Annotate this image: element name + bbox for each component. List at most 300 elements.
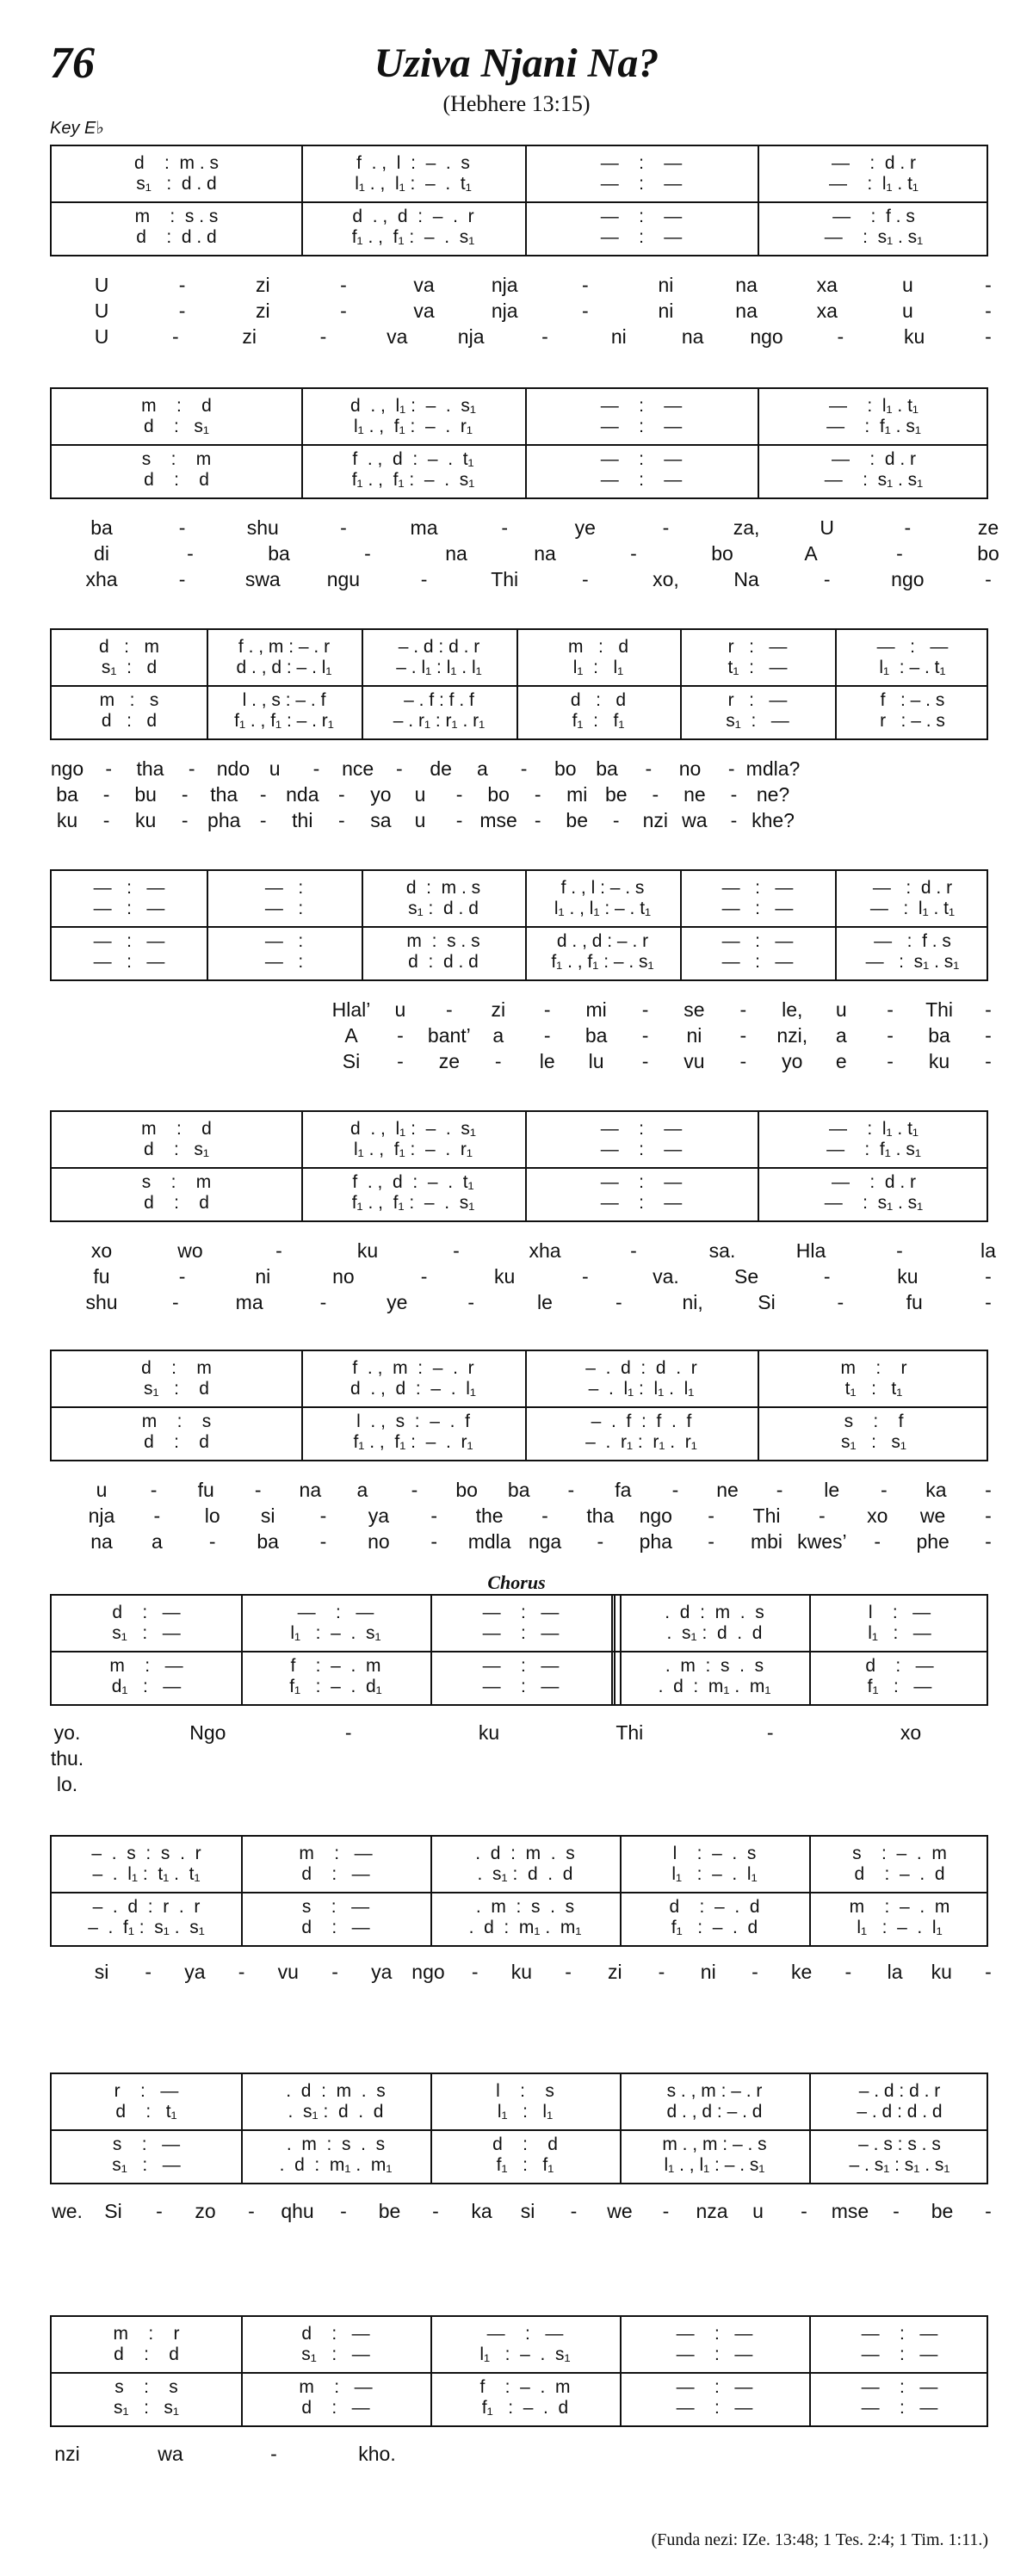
lyric-hyphen: - (340, 274, 347, 296)
lyric-syllable: shu (246, 516, 279, 539)
solfa-note-group: — : — (600, 396, 683, 416)
lyric-syllable: u (901, 300, 913, 322)
bar-line (207, 871, 208, 979)
lyric-hyphen: - (471, 1961, 479, 1983)
solfa-note-group: — : — (600, 207, 683, 226)
lyric-syllable: u (269, 757, 281, 780)
solfa-note-group: f₁ : – . d₁ (289, 1677, 382, 1696)
lyric-syllable: u (414, 809, 426, 831)
lyric-syllable: Se (734, 1265, 759, 1288)
solfa-note-group: m : – . m (849, 1897, 950, 1917)
lyric-hyphen: - (776, 1479, 783, 1501)
lyric-syllable: ni (255, 1265, 271, 1288)
solfa-note-group: – . l₁ : l₁ . l₁ (396, 658, 482, 677)
bar-line (430, 2317, 432, 2425)
lyric-hyphen: - (837, 325, 844, 348)
solfa-note-group: . d : m₁ . m₁ (468, 1918, 582, 1937)
solfa-note-group: — : — (861, 2344, 938, 2364)
solfa-note-group: d : — (301, 2324, 370, 2344)
staff-divider (52, 1167, 987, 1169)
solfa-note-group: . s₁ : d . d (666, 1623, 763, 1643)
solfa-note-group: f₁ . , f₁ : – . s₁ (351, 470, 475, 490)
lyric-syllable: ngo (50, 757, 84, 780)
solfa-note-group: d : d (492, 2134, 558, 2154)
lyric-hyphen: - (730, 783, 738, 806)
solfa-note-group: — : — (482, 1603, 560, 1622)
lyric-hyphen: - (254, 1479, 262, 1501)
staff-divider (52, 1651, 987, 1652)
solfa-note-group: — : f₁ . s₁ (826, 417, 921, 436)
lyric-hyphen: - (570, 2200, 578, 2222)
chorus-label: Chorus (487, 1572, 546, 1593)
lyric-syllable: nzi, (776, 1024, 808, 1047)
solfa-note-group: d : m (141, 1358, 212, 1378)
lyric-syllable: ne (684, 783, 706, 806)
solfa-note-group: — : — (600, 227, 683, 247)
lyric-syllable: ni (610, 325, 627, 348)
solfa-note-group: s₁ : d (101, 658, 158, 677)
lyric-syllable: Hlal’ (331, 998, 371, 1021)
lyric-syllable: yo (370, 783, 392, 806)
solfa-note-group: – . f₁ : s₁ . s₁ (88, 1918, 205, 1937)
lyric-syllable: mbi (750, 1530, 783, 1553)
lyric-hyphen: - (420, 1265, 428, 1288)
lyric-syllable: zi (608, 1961, 622, 1983)
lyric-syllable: le (824, 1479, 840, 1501)
lyric-hyphen: - (985, 1291, 992, 1313)
lyric-syllable: mdla (467, 1530, 511, 1553)
solfa-note-group: m : d (141, 396, 212, 416)
lyric-syllable: nzi (54, 2443, 80, 2465)
lyric-syllable: ku (478, 1721, 500, 1744)
solfa-note-group: s : m (141, 449, 212, 469)
lyric-syllable: le (537, 1291, 553, 1313)
solfa-note-group: m : s (99, 690, 159, 710)
solfa-note-group: . d : m₁ . m₁ (658, 1677, 771, 1696)
solfa-note-group: – . r₁ : r₁ . r₁ (585, 1432, 697, 1452)
lyric-syllable: Si (104, 2200, 122, 2222)
lyric-syllable: yo. (53, 1721, 81, 1744)
lyric-syllable: be (378, 2200, 401, 2222)
lyric-hyphen: - (985, 998, 992, 1021)
lyric-syllable: nja (491, 274, 518, 296)
solfa-note-group: – . s : s . r (91, 1844, 201, 1863)
lyric-hyphen: - (534, 809, 541, 831)
lyric-syllable: shu (85, 1291, 118, 1313)
solfa-note-group: s₁ : d . d (408, 899, 479, 918)
lyric-syllable: nga (528, 1530, 562, 1553)
solfa-note-group: — : s₁ . s₁ (865, 952, 960, 972)
bar-line (430, 1596, 432, 1704)
solfa-note-group: — : — (861, 2324, 938, 2344)
lyric-hyphen: - (887, 1024, 894, 1047)
lyric-syllable: zo (195, 2200, 216, 2222)
solfa-note-group: l₁ . , l₁ : – . s₁ (664, 2155, 765, 2175)
lyric-hyphen: - (581, 274, 589, 296)
solfa-note-group: d : d . d (408, 952, 479, 972)
bar-line (620, 2074, 622, 2183)
solfa-note-group: t₁ : t₁ (844, 1379, 903, 1399)
solfa-note-group: s₁ : d (144, 1379, 209, 1399)
lyric-hyphen: - (340, 516, 347, 539)
lyric-syllable: bu (134, 783, 157, 806)
lyric-syllable: U (94, 325, 109, 348)
bar-line (620, 1596, 622, 1704)
solfa-note-group: — : d . r (831, 153, 917, 173)
lyric-syllable: de (430, 757, 452, 780)
lyric-syllable: ma (410, 516, 438, 539)
solfa-note-group: s : – . m (852, 1844, 947, 1863)
lyric-hyphen: - (874, 1530, 881, 1553)
lyric-hyphen: - (420, 568, 428, 590)
lyric-syllable: U (820, 516, 835, 539)
lyric-syllable: swa (244, 568, 281, 590)
lyric-syllable: ngo (891, 568, 925, 590)
music-system (50, 1835, 988, 1947)
lyric-hyphen: - (739, 998, 747, 1021)
lyric-syllable: nda (286, 783, 319, 806)
lyric-syllable: mi (585, 998, 607, 1021)
lyric-syllable: wa (158, 2443, 183, 2465)
lyric-hyphen: - (397, 1024, 404, 1047)
lyric-hyphen: - (612, 809, 620, 831)
lyric-syllable: zi (255, 300, 270, 322)
music-system (50, 1350, 988, 1461)
lyric-hyphen: - (171, 1291, 179, 1313)
lyric-syllable: ni (700, 1961, 716, 1983)
solfa-note-group: — : s₁ . s₁ (824, 470, 924, 490)
solfa-note-group: — : — (600, 417, 683, 436)
lyric-hyphen: - (823, 1265, 831, 1288)
lyric-syllable: the (475, 1504, 504, 1527)
bar-line (835, 871, 837, 979)
lyric-hyphen: - (411, 1479, 418, 1501)
lyric-syllable: thi (292, 809, 313, 831)
solfa-note-group: d : — (301, 1918, 370, 1937)
music-system (50, 2073, 988, 2184)
solfa-note-group: d : d (144, 1432, 209, 1452)
solfa-note-group: t₁ : — (727, 658, 788, 677)
solfa-note-group: r : — (727, 690, 788, 710)
lyric-syllable: bo (487, 783, 510, 806)
solfa-note-group: m : s . s (134, 207, 219, 226)
bar-line (809, 1837, 811, 1945)
bar-line (301, 389, 303, 497)
solfa-note-group: . d : m . s (286, 2081, 386, 2101)
lyric-syllable: a (835, 1024, 847, 1047)
lyric-hyphen: - (534, 783, 541, 806)
lyric-syllable: xa (816, 274, 838, 296)
staff-divider (52, 2129, 987, 2131)
lyric-syllable: si (520, 2200, 535, 2222)
solfa-note-group: – . d : r . r (92, 1897, 201, 1917)
lyric-syllable: bo (455, 1479, 478, 1501)
lyric-hyphen: - (364, 542, 371, 565)
solfa-note-group: l₁ : – . l₁ (671, 1864, 758, 1884)
solfa-note-group: d : d (114, 2344, 179, 2364)
lyric-syllable: xo (867, 1504, 888, 1527)
bar-line (430, 1837, 432, 1945)
lyric-syllable: A (804, 542, 818, 565)
lyric-syllable: nzi (642, 809, 669, 831)
lyric-hyphen: - (248, 2200, 255, 2222)
solfa-note-group: — : — (482, 1623, 560, 1643)
lyric-syllable: khe? (752, 809, 795, 831)
lyric-hyphen: - (331, 1961, 338, 1983)
lyric-hyphen: - (501, 516, 508, 539)
lyric-syllable: bo (554, 757, 577, 780)
lyric-hyphen: - (567, 1479, 575, 1501)
lyric-hyphen: - (467, 1291, 474, 1313)
staff-divider (52, 444, 987, 446)
lyric-syllable: U (94, 274, 109, 296)
solfa-note-group: — : l₁ . t₁ (869, 899, 956, 918)
lyric-hyphen: - (344, 1721, 352, 1744)
lyric-syllable: vu (277, 1961, 299, 1983)
lyric-hyphen: - (730, 809, 738, 831)
lyric-syllable: ma (235, 1291, 263, 1313)
lyric-syllable: kwes’ (797, 1530, 847, 1553)
lyric-syllable: pha (639, 1530, 672, 1553)
solfa-note-group: l₁ : l₁ (497, 2102, 554, 2122)
lyric-syllable: ne (716, 1479, 739, 1501)
solfa-note-group: f₁ . , f₁ : – . s₁ (551, 952, 654, 972)
lyric-syllable: A (344, 1024, 358, 1047)
solfa-note-group: — : — (600, 153, 683, 173)
lyric-syllable: Ngo (189, 1721, 226, 1744)
lyric-syllable: le (539, 1050, 555, 1072)
lyric-syllable: Hla (795, 1239, 826, 1262)
solfa-note-group: — : (264, 899, 304, 918)
solfa-note-group: d₁ : — (111, 1677, 182, 1696)
solfa-note-group: . m : s . s (475, 1897, 575, 1917)
solfa-note-group: d . , d : – . l₁ (236, 658, 332, 677)
lyric-syllable: na (299, 1479, 322, 1501)
solfa-note-group: l₁ : – . t₁ (879, 658, 946, 677)
lyric-hyphen: - (752, 1961, 758, 1983)
lyric-syllable: na (90, 1530, 113, 1553)
lyric-syllable: wo (177, 1239, 203, 1262)
lyric-syllable: u (394, 998, 406, 1021)
solfa-note-group: . m : s . s (665, 1656, 764, 1676)
lyric-syllable: za, (733, 516, 760, 539)
lyric-syllable: u (901, 274, 913, 296)
solfa-note-group: — : f₁ . s₁ (826, 1140, 921, 1159)
lyric-syllable: ya (184, 1961, 206, 1983)
lyric-hyphen: - (893, 2200, 900, 2222)
lyric-syllable: na (735, 300, 758, 322)
solfa-note-group: l₁ : — (868, 1623, 931, 1643)
solfa-note-group: r : — (114, 2081, 179, 2101)
solfa-note-group: l : — (868, 1603, 931, 1622)
lyric-syllable: ba (928, 1024, 950, 1047)
solfa-note-group: s₁ : — (112, 1623, 181, 1643)
lyric-syllable: ku (356, 1239, 379, 1262)
solfa-note-group: d : d (570, 690, 627, 710)
lyric-hyphen: - (985, 1050, 992, 1072)
solfa-note-group: d : d . d (136, 227, 217, 247)
lyric-syllable: ku (897, 1265, 919, 1288)
solfa-note-group: — : — (93, 878, 165, 898)
lyric-syllable: mdla? (745, 757, 801, 780)
bar-line (758, 146, 759, 255)
lyric-syllable: u (414, 783, 426, 806)
lyric-syllable: le, (782, 998, 803, 1021)
solfa-note-group: — : d . r (872, 878, 953, 898)
lyric-hyphen: - (662, 516, 670, 539)
lyric-syllable: a (151, 1530, 163, 1553)
solfa-note-group: — : — (676, 2344, 753, 2364)
lyric-syllable: we. (52, 2200, 83, 2222)
bar-line (525, 1351, 527, 1460)
lyric-syllable: nja (491, 300, 518, 322)
lyric-syllable: la (887, 1961, 903, 1983)
lyric-hyphen: - (645, 757, 653, 780)
lyric-hyphen: - (985, 300, 992, 322)
lyric-hyphen: - (896, 1239, 903, 1262)
lyric-syllable: zi (242, 325, 257, 348)
lyric-hyphen: - (887, 998, 894, 1021)
lyric-syllable: ku (510, 1961, 533, 1983)
lyric-syllable: ba (507, 1479, 530, 1501)
solfa-note-group: – . f : f . f (404, 690, 474, 710)
lyric-syllable: ngo (411, 1961, 445, 1983)
lyric-syllable: be (604, 783, 628, 806)
solfa-note-group: — : — (676, 2377, 753, 2397)
music-system (50, 1110, 988, 1222)
solfa-note-group: l : – . s (672, 1844, 757, 1863)
lyric-syllable: nja (457, 325, 485, 348)
solfa-note-group: d . , d : – . r (352, 207, 474, 226)
solfa-note-group: m : — (299, 1844, 373, 1863)
lyric-syllable: si (94, 1961, 109, 1983)
solfa-note-group: f₁ : f₁ (572, 711, 625, 731)
solfa-note-group: s : s (114, 2377, 178, 2397)
bar-line (516, 630, 518, 738)
solfa-note-group: m : — (299, 2377, 373, 2397)
solfa-note-group: — : — (482, 1677, 560, 1696)
lyric-hyphen: - (430, 1530, 438, 1553)
solfa-note-group: f₁ : – . d (481, 2398, 569, 2418)
bar-line (620, 2317, 622, 2425)
solfa-note-group: — : — (600, 1140, 683, 1159)
bar-line (680, 871, 682, 979)
solfa-note-group: f . , m : – . r (238, 637, 331, 657)
lyric-syllable: fa (615, 1479, 632, 1501)
lyric-syllable: Si (342, 1050, 361, 1072)
lyric-syllable: ni, (682, 1291, 703, 1313)
lyric-syllable: qhu (281, 2200, 314, 2222)
bar-line (835, 630, 837, 738)
music-system (50, 628, 988, 740)
solfa-note-group: — : — (721, 952, 794, 972)
solfa-note-group: s : — (112, 2134, 181, 2154)
solfa-note-group: f . , m : – . r (352, 1358, 474, 1378)
lyric-hyphen: - (985, 1504, 992, 1527)
solfa-note-group: – . f : f . f (591, 1412, 692, 1431)
lyric-syllable: fu (197, 1479, 214, 1501)
solfa-note-group: f . , d : – . t₁ (352, 449, 474, 469)
solfa-note-group: d : s₁ (144, 1140, 209, 1159)
solfa-note-group: f₁ . , f₁ : – . r₁ (353, 1432, 473, 1452)
solfa-note-group: d : — (301, 2398, 370, 2418)
lyric-syllable: ba (56, 783, 78, 806)
bar-line (362, 871, 363, 979)
music-system (50, 1594, 988, 1706)
lyric-hyphen: - (181, 809, 189, 831)
solfa-note-group: — : — (861, 2377, 938, 2397)
lyric-hyphen: - (520, 757, 528, 780)
solfa-note-group: d : — (301, 1864, 370, 1884)
lyric-syllable: ba (596, 757, 618, 780)
lyric-syllable: tha (210, 783, 238, 806)
lyric-hyphen: - (641, 1050, 649, 1072)
lyric-hyphen: - (708, 1530, 714, 1553)
lyric-hyphen: - (397, 1050, 404, 1072)
lyric-hyphen: - (739, 1024, 747, 1047)
lyric-syllable: lo (204, 1504, 220, 1527)
lyric-hyphen: - (145, 1961, 152, 1983)
lyric-syllable: a (356, 1479, 368, 1501)
solfa-note-group: r : — (727, 637, 788, 657)
lyric-hyphen: - (766, 1721, 774, 1744)
solfa-note-group: l₁ . , f₁ : – . r₁ (354, 417, 473, 436)
lyric-syllable: ke (791, 1961, 813, 1983)
lyric-hyphen: - (238, 1961, 245, 1983)
solfa-note-group: r : – . s (880, 711, 945, 731)
solfa-note-group: — : — (600, 1193, 683, 1213)
lyric-hyphen: - (658, 1961, 665, 1983)
lyric-hyphen: - (338, 809, 345, 831)
lyric-hyphen: - (985, 1530, 992, 1553)
lyric-syllable: Thi (491, 568, 519, 590)
solfa-note-group: — : (264, 952, 304, 972)
lyric-hyphen: - (896, 542, 903, 565)
solfa-note-group: – . d : d . r (398, 637, 480, 657)
lyric-hyphen: - (312, 757, 320, 780)
lyric-syllable: ku (134, 809, 157, 831)
solfa-note-group: m : r (840, 1358, 907, 1378)
lyric-hyphen: - (453, 1239, 460, 1262)
solfa-note-group: d : t₁ (115, 2102, 177, 2122)
lyric-hyphen: - (844, 1961, 852, 1983)
scripture-reference: (Hebhere 13:15) (442, 91, 591, 116)
lyric-hyphen: - (259, 809, 267, 831)
solfa-note-group: d . , l₁ : – . s₁ (349, 396, 477, 416)
lyric-hyphen: - (178, 274, 186, 296)
lyric-hyphen: - (837, 1291, 844, 1313)
lyric-hyphen: - (275, 1239, 282, 1262)
solfa-note-group: s : — (301, 1897, 370, 1917)
bar-line (611, 1596, 615, 1704)
lyric-syllable: ngo (639, 1504, 672, 1527)
solfa-note-group: — : — (600, 1119, 683, 1139)
solfa-note-group: d : d (144, 470, 209, 490)
lyric-hyphen: - (985, 274, 992, 296)
lyric-syllable: bo (977, 542, 999, 565)
lyric-hyphen: - (615, 1291, 622, 1313)
lyric-hyphen: - (581, 1265, 589, 1288)
lyric-syllable: ka (925, 1479, 947, 1501)
staff-divider (52, 1406, 987, 1408)
solfa-note-group: — : (264, 931, 304, 951)
solfa-note-group: d . , d : – . r (556, 931, 649, 951)
lyric-syllable: we (919, 1504, 946, 1527)
lyric-hyphen: - (985, 1961, 992, 1983)
lyric-hyphen: - (541, 1504, 548, 1527)
solfa-note-group: — : — (721, 899, 794, 918)
solfa-note-group: — : — (297, 1603, 374, 1622)
